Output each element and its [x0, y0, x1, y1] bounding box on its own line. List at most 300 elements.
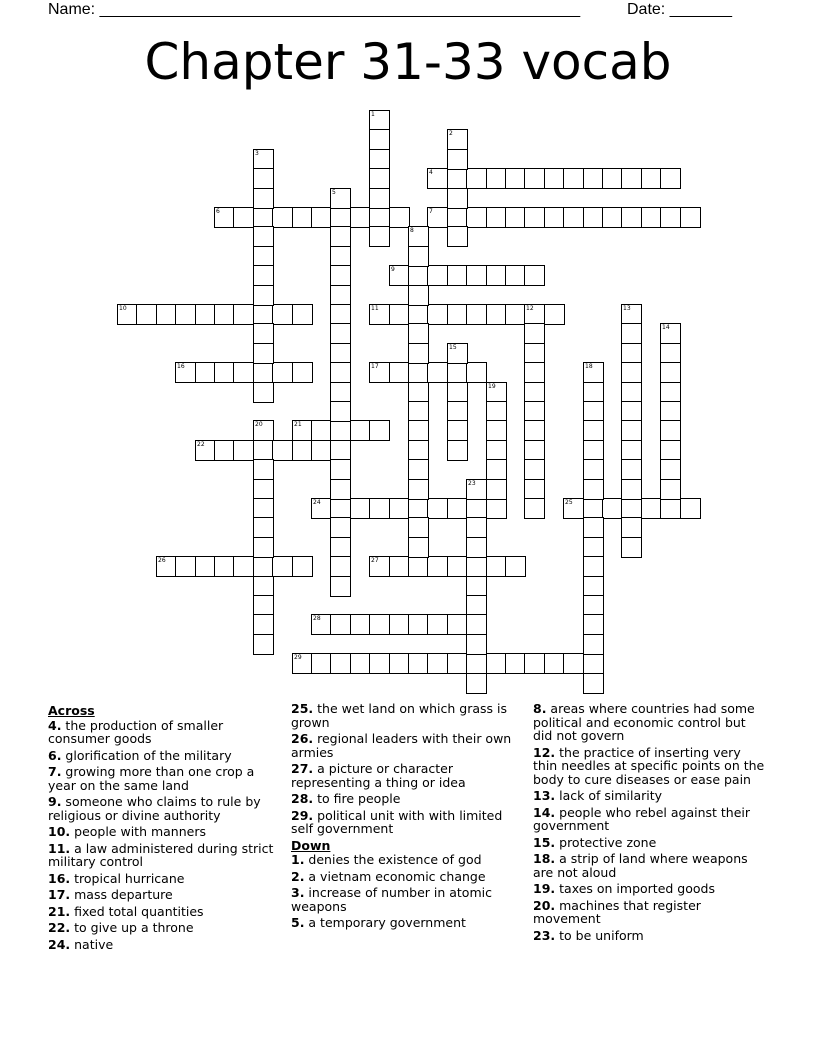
grid-cell[interactable] — [195, 556, 216, 577]
grid-cell[interactable] — [408, 498, 429, 519]
grid-cell[interactable] — [330, 614, 351, 635]
grid-cell[interactable] — [330, 207, 351, 228]
grid-cell[interactable] — [660, 362, 681, 383]
grid-cell[interactable] — [602, 168, 623, 189]
across-clue — [48, 719, 276, 746]
grid-cell[interactable] — [233, 207, 254, 228]
grid-cell[interactable] — [136, 304, 157, 325]
grid-cell[interactable] — [369, 226, 390, 247]
grid-cell[interactable] — [447, 188, 468, 209]
grid-cell[interactable] — [369, 556, 390, 577]
grid-cell[interactable] — [486, 168, 507, 189]
grid-cell[interactable] — [389, 556, 410, 577]
grid-cell[interactable] — [292, 556, 313, 577]
grid-cell[interactable] — [447, 304, 468, 325]
across-clue — [291, 732, 519, 759]
grid-cell[interactable] — [369, 420, 390, 441]
grid-cell[interactable] — [311, 653, 332, 674]
grid-cell[interactable] — [214, 440, 235, 461]
across-clues-part-1 — [48, 719, 276, 952]
grid-cell[interactable] — [408, 323, 429, 344]
grid-cell[interactable] — [486, 401, 507, 422]
clue-text: the practice of inserting very thin needles at specific points on the body to cure diseases or ease pain — [533, 744, 765, 787]
grid-cell[interactable] — [292, 420, 313, 441]
grid-cell[interactable] — [447, 382, 468, 403]
grid-cell[interactable] — [660, 207, 681, 228]
date-field-label[interactable]: Date: _______ — [627, 1, 732, 18]
grid-cell[interactable] — [583, 168, 604, 189]
grid-cell[interactable] — [253, 440, 274, 461]
grid-cell[interactable] — [292, 362, 313, 383]
grid-cell[interactable] — [408, 382, 429, 403]
grid-cell[interactable] — [621, 168, 642, 189]
grid-cell[interactable] — [583, 440, 604, 461]
grid-cell[interactable] — [408, 304, 429, 325]
clue-text: a picture or character representing a thing or idea — [291, 761, 466, 790]
grid-cell[interactable] — [583, 595, 604, 616]
grid-cell[interactable] — [660, 323, 681, 344]
grid-cell[interactable] — [253, 634, 274, 655]
grid-cell[interactable] — [330, 343, 351, 364]
grid-cell[interactable] — [621, 207, 642, 228]
grid-cell[interactable] — [330, 285, 351, 306]
cell-number: 21 — [294, 421, 302, 428]
grid-cell[interactable] — [408, 343, 429, 364]
grid-cell[interactable] — [253, 188, 274, 209]
grid-cell[interactable] — [447, 226, 468, 247]
grid-cell[interactable] — [330, 304, 351, 325]
grid-cell[interactable] — [408, 459, 429, 480]
grid-cell[interactable] — [214, 556, 235, 577]
clue-text: people with manners — [70, 824, 206, 839]
grid-cell[interactable] — [214, 304, 235, 325]
down-clue — [291, 870, 519, 884]
grid-cell[interactable] — [602, 207, 623, 228]
grid-cell[interactable] — [330, 323, 351, 344]
grid-cell[interactable] — [117, 304, 138, 325]
grid-cell[interactable] — [350, 653, 371, 674]
grid-cell[interactable] — [621, 537, 642, 558]
grid-cell[interactable] — [563, 498, 584, 519]
grid-cell[interactable] — [233, 362, 254, 383]
down-clue — [533, 836, 768, 850]
grid-cell[interactable] — [311, 614, 332, 635]
grid-cell[interactable] — [253, 285, 274, 306]
grid-cell[interactable] — [427, 362, 448, 383]
grid-cell[interactable] — [350, 614, 371, 635]
grid-cell[interactable] — [621, 440, 642, 461]
grid-cell[interactable] — [156, 304, 177, 325]
grid-cell[interactable] — [272, 440, 293, 461]
grid-cell[interactable] — [486, 420, 507, 441]
grid-cell[interactable] — [369, 614, 390, 635]
grid-cell[interactable] — [486, 459, 507, 480]
grid-cell[interactable] — [369, 110, 390, 131]
grid-cell[interactable] — [272, 304, 293, 325]
grid-cell[interactable] — [408, 479, 429, 500]
grid-cell[interactable] — [583, 420, 604, 441]
grid-cell[interactable] — [330, 401, 351, 422]
grid-cell[interactable] — [466, 304, 487, 325]
grid-cell[interactable] — [330, 576, 351, 597]
grid-cell[interactable] — [350, 420, 371, 441]
down-clue — [533, 899, 768, 926]
grid-cell[interactable] — [253, 576, 274, 597]
grid-cell[interactable] — [524, 440, 545, 461]
clue-number: 6. — [48, 747, 62, 763]
grid-cell[interactable] — [621, 517, 642, 538]
grid-cell[interactable] — [389, 498, 410, 519]
grid-cell[interactable] — [330, 420, 351, 441]
grid-cell[interactable] — [621, 304, 642, 325]
grid-cell[interactable] — [505, 304, 526, 325]
grid-cell[interactable] — [466, 537, 487, 558]
grid-cell[interactable] — [583, 207, 604, 228]
grid-cell[interactable] — [408, 614, 429, 635]
grid-cell[interactable] — [524, 382, 545, 403]
grid-cell[interactable] — [447, 401, 468, 422]
grid-cell[interactable] — [350, 207, 371, 228]
grid-cell[interactable] — [660, 343, 681, 364]
grid-cell[interactable] — [447, 498, 468, 519]
grid-cell[interactable] — [311, 440, 332, 461]
grid-cell[interactable] — [524, 401, 545, 422]
grid-cell[interactable] — [447, 556, 468, 577]
grid-cell[interactable] — [408, 556, 429, 577]
grid-cell[interactable] — [621, 343, 642, 364]
grid-cell[interactable] — [524, 343, 545, 364]
clue-text: someone who claims to rule by religious or divine authority — [48, 794, 261, 823]
grid-cell[interactable] — [253, 459, 274, 480]
grid-cell[interactable] — [292, 653, 313, 674]
grid-cell[interactable] — [524, 479, 545, 500]
grid-cell[interactable] — [389, 304, 410, 325]
grid-cell[interactable] — [486, 304, 507, 325]
grid-cell[interactable] — [563, 653, 584, 674]
grid-cell[interactable] — [330, 440, 351, 461]
grid-cell[interactable] — [583, 382, 604, 403]
grid-cell[interactable] — [253, 304, 274, 325]
grid-cell[interactable] — [524, 420, 545, 441]
grid-cell[interactable] — [505, 653, 526, 674]
grid-cell[interactable] — [466, 517, 487, 538]
grid-cell[interactable] — [330, 556, 351, 577]
clue-number: 20. — [533, 897, 556, 913]
grid-cell[interactable] — [253, 595, 274, 616]
clue-number: 2. — [291, 868, 305, 884]
grid-cell[interactable] — [175, 304, 196, 325]
grid-cell[interactable] — [369, 304, 390, 325]
grid-cell[interactable] — [330, 517, 351, 538]
grid-cell[interactable] — [233, 556, 254, 577]
grid-cell[interactable] — [447, 420, 468, 441]
grid-cell[interactable] — [583, 614, 604, 635]
grid-cell[interactable] — [486, 207, 507, 228]
grid-cell[interactable] — [621, 323, 642, 344]
grid-cell[interactable] — [466, 556, 487, 577]
grid-cell[interactable] — [660, 459, 681, 480]
grid-cell[interactable] — [524, 168, 545, 189]
grid-cell[interactable] — [330, 459, 351, 480]
grid-cell[interactable] — [486, 382, 507, 403]
grid-cell[interactable] — [583, 537, 604, 558]
grid-cell[interactable] — [427, 168, 448, 189]
grid-cell[interactable] — [524, 323, 545, 344]
grid-cell[interactable] — [660, 401, 681, 422]
grid-cell[interactable] — [369, 653, 390, 674]
grid-cell[interactable] — [389, 614, 410, 635]
grid-cell[interactable] — [466, 653, 487, 674]
clue-number: 5. — [291, 915, 305, 930]
grid-cell[interactable] — [311, 207, 332, 228]
grid-cell[interactable] — [369, 362, 390, 383]
grid-cell[interactable] — [447, 168, 468, 189]
grid-cell[interactable] — [466, 265, 487, 286]
grid-cell[interactable] — [330, 498, 351, 519]
grid-cell[interactable] — [583, 362, 604, 383]
grid-cell[interactable] — [505, 168, 526, 189]
grid-cell[interactable] — [369, 168, 390, 189]
grid-cell[interactable] — [389, 207, 410, 228]
grid-cell[interactable] — [389, 265, 410, 286]
grid-cell[interactable] — [253, 343, 274, 364]
across-clue — [48, 872, 276, 886]
grid-cell[interactable] — [641, 207, 662, 228]
grid-cell[interactable] — [524, 304, 545, 325]
grid-cell[interactable] — [466, 362, 487, 383]
grid-cell[interactable] — [486, 653, 507, 674]
grid-cell[interactable] — [253, 382, 274, 403]
grid-cell[interactable] — [272, 207, 293, 228]
grid-cell[interactable] — [583, 673, 604, 694]
grid-cell[interactable] — [524, 459, 545, 480]
grid-cell[interactable] — [466, 498, 487, 519]
grid-cell[interactable] — [660, 440, 681, 461]
grid-cell[interactable] — [563, 168, 584, 189]
grid-cell[interactable] — [408, 440, 429, 461]
clue-text: the production of smaller consumer goods — [48, 717, 224, 746]
grid-cell[interactable] — [660, 498, 681, 519]
grid-cell[interactable] — [330, 537, 351, 558]
grid-cell[interactable] — [447, 362, 468, 383]
grid-cell[interactable] — [486, 498, 507, 519]
grid-cell[interactable] — [486, 265, 507, 286]
grid-cell[interactable] — [272, 362, 293, 383]
grid-cell[interactable] — [466, 595, 487, 616]
grid-cell[interactable] — [330, 246, 351, 267]
grid-cell[interactable] — [408, 265, 429, 286]
grid-cell[interactable] — [427, 207, 448, 228]
grid-cell[interactable] — [466, 168, 487, 189]
grid-cell[interactable] — [330, 653, 351, 674]
grid-cell[interactable] — [311, 498, 332, 519]
grid-cell[interactable] — [505, 265, 526, 286]
grid-cell[interactable] — [330, 382, 351, 403]
grid-cell[interactable] — [486, 479, 507, 500]
across-clue — [48, 765, 276, 792]
grid-cell[interactable] — [389, 653, 410, 674]
grid-cell[interactable] — [544, 207, 565, 228]
grid-cell[interactable] — [330, 479, 351, 500]
grid-cell[interactable] — [427, 614, 448, 635]
cell-number: 20 — [255, 421, 263, 428]
grid-cell[interactable] — [641, 498, 662, 519]
grid-cell[interactable] — [466, 634, 487, 655]
grid-cell[interactable] — [369, 207, 390, 228]
grid-cell[interactable] — [292, 440, 313, 461]
grid-cell[interactable] — [447, 265, 468, 286]
grid-cell[interactable] — [544, 168, 565, 189]
grid-cell[interactable] — [253, 614, 274, 635]
grid-cell[interactable] — [175, 556, 196, 577]
grid-cell[interactable] — [621, 498, 642, 519]
grid-cell[interactable] — [330, 362, 351, 383]
grid-cell[interactable] — [505, 207, 526, 228]
grid-cell[interactable] — [621, 479, 642, 500]
grid-cell[interactable] — [408, 246, 429, 267]
grid-cell[interactable] — [408, 517, 429, 538]
grid-cell[interactable] — [253, 362, 274, 383]
grid-cell[interactable] — [233, 440, 254, 461]
grid-cell[interactable] — [369, 498, 390, 519]
grid-cell[interactable] — [350, 498, 371, 519]
grid-cell[interactable] — [156, 556, 177, 577]
grid-cell[interactable] — [253, 537, 274, 558]
grid-cell[interactable] — [621, 382, 642, 403]
grid-cell[interactable] — [253, 517, 274, 538]
grid-cell[interactable] — [447, 207, 468, 228]
down-clue — [533, 746, 768, 787]
grid-cell[interactable] — [233, 304, 254, 325]
name-field-label[interactable]: Name: ______________________________________________________ — [48, 1, 581, 18]
grid-cell[interactable] — [253, 479, 274, 500]
grid-cell[interactable] — [524, 265, 545, 286]
grid-cell[interactable] — [486, 440, 507, 461]
grid-cell[interactable] — [408, 653, 429, 674]
grid-cell[interactable] — [641, 168, 662, 189]
grid-cell[interactable] — [563, 207, 584, 228]
clue-text: the wet land on which grass is grown — [291, 701, 508, 730]
grid-cell[interactable] — [583, 634, 604, 655]
grid-cell[interactable] — [272, 556, 293, 577]
grid-cell[interactable] — [486, 556, 507, 577]
grid-cell[interactable] — [680, 498, 701, 519]
grid-cell[interactable] — [253, 246, 274, 267]
grid-cell[interactable] — [292, 207, 313, 228]
grid-cell[interactable] — [660, 479, 681, 500]
grid-cell[interactable] — [466, 479, 487, 500]
grid-cell[interactable] — [253, 323, 274, 344]
grid-cell[interactable] — [583, 479, 604, 500]
grid-cell[interactable] — [253, 556, 274, 577]
grid-cell[interactable] — [408, 362, 429, 383]
grid-cell[interactable] — [408, 401, 429, 422]
down-clue — [533, 789, 768, 803]
grid-cell[interactable] — [369, 129, 390, 150]
grid-cell[interactable] — [621, 401, 642, 422]
grid-cell[interactable] — [583, 556, 604, 577]
grid-cell[interactable] — [524, 498, 545, 519]
grid-cell[interactable] — [427, 556, 448, 577]
grid-cell[interactable] — [427, 265, 448, 286]
grid-cell[interactable] — [195, 304, 216, 325]
grid-cell[interactable] — [214, 207, 235, 228]
grid-cell[interactable] — [253, 420, 274, 441]
grid-cell[interactable] — [602, 498, 623, 519]
grid-cell[interactable] — [660, 168, 681, 189]
grid-cell[interactable] — [447, 343, 468, 364]
grid-cell[interactable] — [427, 498, 448, 519]
grid-cell[interactable] — [195, 362, 216, 383]
grid-cell[interactable] — [330, 188, 351, 209]
grid-cell[interactable] — [369, 149, 390, 170]
grid-cell[interactable] — [466, 614, 487, 635]
grid-cell[interactable] — [466, 207, 487, 228]
grid-cell[interactable] — [447, 653, 468, 674]
grid-cell[interactable] — [583, 576, 604, 597]
grid-cell[interactable] — [447, 149, 468, 170]
grid-cell[interactable] — [447, 614, 468, 635]
grid-cell[interactable] — [427, 653, 448, 674]
grid-cell[interactable] — [583, 517, 604, 538]
grid-cell[interactable] — [292, 304, 313, 325]
grid-cell[interactable] — [447, 440, 468, 461]
grid-cell[interactable] — [447, 129, 468, 150]
clue-number: 24. — [48, 936, 71, 952]
grid-cell[interactable] — [253, 498, 274, 519]
grid-cell[interactable] — [253, 207, 274, 228]
grid-cell[interactable] — [408, 420, 429, 441]
grid-cell[interactable] — [175, 362, 196, 383]
grid-cell[interactable] — [427, 304, 448, 325]
grid-cell[interactable] — [621, 420, 642, 441]
grid-cell[interactable] — [408, 285, 429, 306]
grid-cell[interactable] — [621, 362, 642, 383]
grid-cell[interactable] — [330, 265, 351, 286]
grid-cell[interactable] — [466, 576, 487, 597]
grid-cell[interactable] — [330, 226, 351, 247]
grid-cell[interactable] — [583, 653, 604, 674]
grid-cell[interactable] — [214, 362, 235, 383]
grid-cell[interactable] — [253, 149, 274, 170]
grid-cell[interactable] — [505, 556, 526, 577]
grid-cell[interactable] — [544, 653, 565, 674]
grid-cell[interactable] — [195, 440, 216, 461]
grid-cell[interactable] — [253, 226, 274, 247]
grid-cell[interactable] — [544, 304, 565, 325]
grid-cell[interactable] — [583, 401, 604, 422]
grid-cell[interactable] — [583, 498, 604, 519]
grid-cell[interactable] — [524, 207, 545, 228]
clue-number: 10. — [48, 824, 71, 839]
grid-cell[interactable] — [660, 382, 681, 403]
grid-cell[interactable] — [369, 188, 390, 209]
clue-number: 26. — [291, 731, 314, 746]
grid-cell[interactable] — [311, 420, 332, 441]
grid-cell[interactable] — [660, 420, 681, 441]
grid-cell[interactable] — [253, 168, 274, 189]
grid-cell[interactable] — [389, 362, 410, 383]
grid-cell[interactable] — [408, 226, 429, 247]
grid-cell[interactable] — [680, 207, 701, 228]
grid-cell[interactable] — [583, 459, 604, 480]
grid-cell[interactable] — [524, 653, 545, 674]
grid-cell[interactable] — [621, 459, 642, 480]
grid-cell[interactable] — [466, 673, 487, 694]
grid-cell[interactable] — [408, 537, 429, 558]
grid-cell[interactable] — [253, 265, 274, 286]
grid-cell[interactable] — [524, 362, 545, 383]
